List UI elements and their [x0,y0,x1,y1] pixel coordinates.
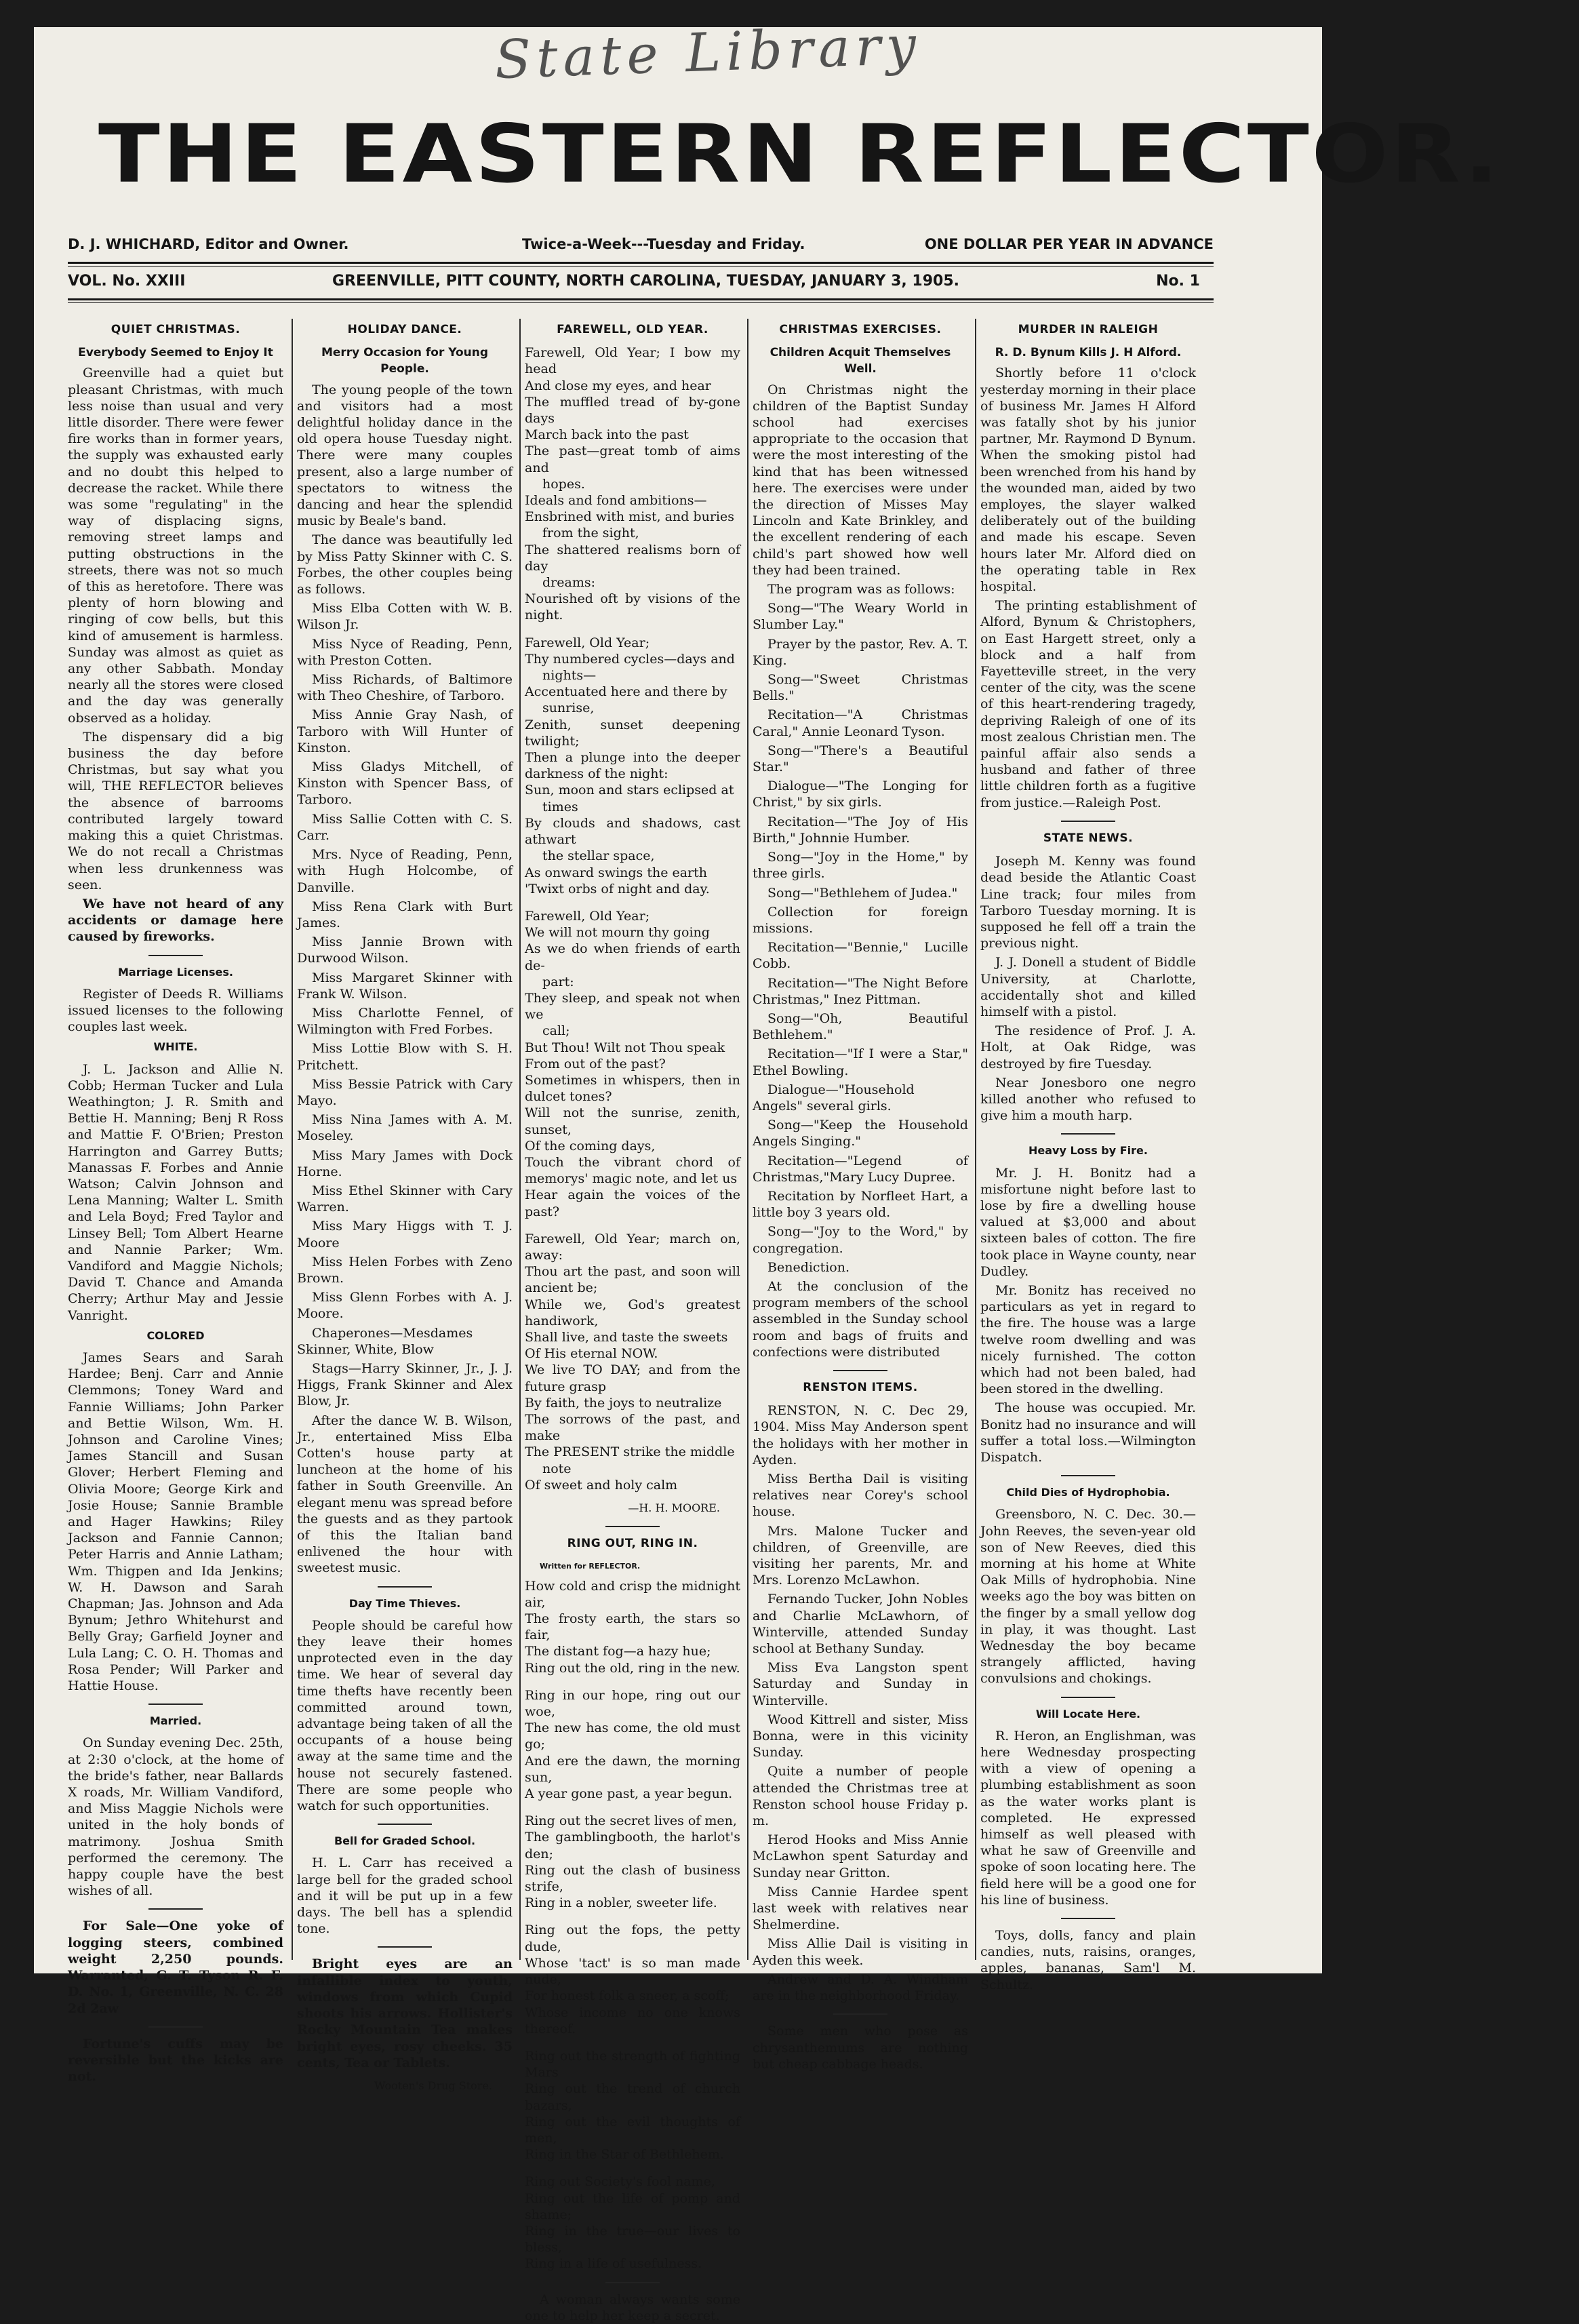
poem-line: Zenith, sunset deepening twilight; [525,717,740,749]
poem-line: Thou art the past, and soon will ancient be; [525,1264,740,1296]
separator-rule [1061,1475,1115,1476]
masthead-info-strip [68,236,1214,258]
separator-rule [605,1526,660,1527]
poem-line: Ring out the secret lives of men, [525,1813,737,1829]
filler-quip: Some men who pose as chrysanthemums are nothing but cheap cabbage heads. [753,2024,968,2072]
poem-line: By faith, the joys to neutralize [525,1395,722,1411]
separator-rule [1061,1133,1115,1135]
separator-rule [148,1908,203,1910]
headline-state-news: STATE NEWS. [1043,831,1134,845]
separator-rule [1061,821,1115,822]
couple-line: Miss Charlotte Fennel, of Wilmington with Fred Forbes. [297,1005,513,1038]
separator-rule [378,1946,432,1948]
handwritten-stamp: State Library [494,15,923,92]
poem-line: How cold and crisp the midnight air, [525,1578,740,1610]
news-item: Joseph M. Kenny was found dead beside the Atlantic Coast Line track; four miles from Tarboro Tuesday morning. It is supposed he fell off a train the previous night. [980,854,1196,951]
program-item: Song—"Oh, Beautiful Bethlehem." [753,1010,968,1043]
column-rule-1 [292,319,293,1960]
couple-line: Miss Elba Cotten with W. B. Wilson Jr. [297,601,513,633]
headline-hydrophobia: Child Dies of Hydrophobia. [1006,1486,1170,1499]
headline-quiet-christmas: QUIET CHRISTMAS. [111,323,241,336]
poem-line: Will not the sunrise, zenith, sunset, [525,1105,740,1137]
poem-line: Ring in a life of usefulness. [525,2256,702,2272]
couple-line: Miss Ethel Skinner with Cary Warren. [297,1183,513,1215]
headline-heavy-loss: Heavy Loss by Fire. [1028,1144,1148,1158]
poem-line: dreams: [542,575,595,591]
article-paragraph: Mr. Bonitz has received no particulars as yet in regard to the fire. The house was a large twelve room dwelling and was nicely furnished. The cotton which had not been baled, had been stored in the dwelling. [980,1282,1196,1397]
dateline-rule [68,298,1214,300]
subhead-merry-occasion: Merry Occasion for Young People. [321,346,489,376]
poem-line: The past—great tomb of aims and [525,444,740,475]
separator-rule [148,955,203,956]
poem-line: The shattered realisms born of day [525,542,740,574]
poem-line: 'Twixt orbs of night and day. [525,881,710,897]
program-item: Song—"Bethlehem of Judea." [767,885,958,901]
news-item: Miss Cannie Hardee spent last week with relatives near Shelmerdine. [753,1884,968,1933]
separator-rule [1061,1697,1115,1698]
poem-line: Shall live, and taste the sweets [525,1329,728,1345]
article-paragraph: Shortly before 11 o'clock yesterday morning in their place of business Mr. James H Alford was fatally shot by his junior partner, Mr. Raymond D Bynum. When the smoking pistol had been wrenched from his hand by the wounded man, aided by two employes, the slayer walked deliberately out of the building and made his escape. Seven hours later Mr. Alford died on the operating table in Rex hospital. [980,366,1196,595]
poem-line: We will not mourn thy going [525,925,710,941]
program-item: Dialogue—"Household Angels" several girls. [753,1082,915,1114]
program-item: Recitation by Norfleet Hart, a little boy 3 years old. [753,1188,968,1221]
poem-line: Then a plunge into the deeper darkness of the night: [525,750,740,782]
newspaper-title: THE EASTERN REFLECTOR. [98,107,1502,201]
poem-line: From out of the past? [525,1056,666,1071]
column-3 [525,320,740,2323]
poem-line: The new has come, the old must go; [525,1720,740,1752]
headline-day-time-thieves: Day Time Thieves. [348,1596,461,1610]
program-item: Song—"Joy to the Word," by congregation. [753,1224,968,1256]
couple-line: Mrs. Nyce of Reading, Penn, with Hugh Holcombe, of Danville. [297,847,513,895]
article-paragraph: H. L. Carr has received a large bell for the graded school and it will be put up in a few days. The bell has a splendid tone. [297,1855,513,1937]
program-item: Recitation—"Bennie," Lucille Cobb. [753,940,968,972]
separator-rule [833,2013,887,2015]
editor-line: D. J. WHICHARD, Editor and Owner. [68,236,349,252]
article-paragraph: The dispensary did a big business the day before Christmas, but say what you will, THE REFLECTOR believes the absence of barrooms contributed largely toward making this a quiet Christmas. We do not recall a Christmas when less drunkenness was seen. [68,729,283,892]
poem-line: Ring out the fops, the petty dude, [525,1923,740,1954]
couple-line: Miss Lottie Blow with S. H. Pritchett. [297,1041,513,1073]
poem-line: And close my eyes, and hear [525,378,711,393]
poem-line: Farewell, Old Year; [525,908,650,924]
poem-line: The distant fog—a hazy hue; [525,1644,711,1659]
article-paragraph: J. L. Jackson and Allie N. Cobb; Herman Tucker and Lula Weathington; J. R. Smith and Bettie H. Manning; Benj R Ross and Mattie F. O'Brien; Preston Harrington and Garrey Butts; Manassas F. Forbes and Annie Watson; Calvin Johnson and Lena Manning; Walter L. Smith and Lela Boyd; Fred Taylor and Linsey Bell; Tom Albert Hearne and Nannie Parker; Wm. Vandiford and Maggie Nichols; David T. Chance and Amanda Cherry; Arthur May and Jessie Vanright. [68,1061,283,1323]
program-item: Dialogue—"The Longing for Christ," by six girls. [753,779,968,810]
program-item: Recitation—"A Christmas Caral," Annie Leonard Tyson. [753,707,968,739]
article-paragraph: We have not heard of any accidents or damage here caused by fireworks. [68,896,283,945]
couple-line: Miss Rena Clark with Burt James. [297,899,513,930]
poem-line: March back into the past [525,427,689,443]
couple-line: Miss Sallie Cotten with C. S. Carr. [297,811,513,843]
headline-renston-items: RENSTON ITEMS. [803,1380,918,1394]
poem-line: Sometimes in whispers, then in dulcet tones? [525,1072,740,1105]
couple-line: Miss Nyce of Reading, Penn, with Preston Cotten. [297,636,513,668]
article-paragraph: After the dance W. B. Wilson, Jr., entertained Miss Elba Cotten's house party at luncheon at the home of his father in South Greenville. An elegant menu was spread before the guests and as they partook of this the Italian band enlivened the hour with sweetest music. [297,1413,513,1576]
poem-line: Ring out the old, ring in the new. [525,1660,740,1676]
poem-line: The gamblingbooth, the harlot's den; [525,1830,740,1862]
poem-line: As onward swings the earth [525,865,708,880]
headline-ring-out-ring-in: RING OUT, RING IN. [567,1537,698,1551]
poem-author: —H. H. MOORE. [628,1501,720,1515]
poem-line: Accentuated here and there by [525,684,727,700]
poem-line: But Thou! Wilt not Thou speak [525,1040,725,1055]
article-paragraph: Greensboro, N. C. Dec. 30.—John Reeves, the seven-year old son of New Reeves, died this morning at his home at White Oak Mills of hydrophobia. Nine weeks ago the boy was bitten on the finger by a small yellow dog in play, it was thought. Last Wednesday the boy became strangely afflicted, having convulsions and chokings. [980,1507,1196,1687]
poem-line: Thy numbered cycles—days and [525,651,735,667]
news-item: Quite a number of people attended the Christmas tree at Renston school house Friday p. m. [753,1764,968,1829]
poem-line: Of His eternal NOW. [525,1346,658,1362]
poem-line: Ring in the Star of Bethlehem. [525,2147,724,2163]
article-paragraph: On Christmas night the children of the Baptist Sunday school had exercises appropriate to the occasion that were the most interesting of the kind that has been witnessed here. The exercises were under the direction of Misses May Lincoln and Kate Brinkley, and the excellent rendering of each child's part showed how well they had been trained. [753,382,968,578]
filler-quip: A woman always wants some one to help her keep a secret. [525,2291,740,2323]
dateline-strip [68,273,1214,294]
couple-line: Miss Margaret Skinner with Frank W. Wilson. [297,970,513,1002]
poem-line: Ensbrined with mist, and buries [525,509,734,525]
program-item: Recitation—"Legend of Christmas,"Mary Lucy Dupree. [753,1153,968,1185]
poem-line: Sun, moon and stars eclipsed at [525,783,734,798]
couple-line: Miss Helen Forbes with Zeno Brown. [297,1254,513,1286]
separator-rule [1061,1918,1115,1919]
article-paragraph: The printing establishment of Alford, Bynum & Christophers, on East Hargett street, only a block and a half from Fayetteville street, in the very center of the city, was the scene of this heart-rendering tragedy, depriving Raleigh of one of its most zealous Christian men. The painful affair also sends a husband and father of three little children forth as a fugitive from justice.—Raleigh Post. [980,598,1196,810]
couple-line: Miss Gladys Mitchell, of Kinston with Spencer Bass, of Tarboro. [297,760,513,808]
article-paragraph: Greenville had a quiet but pleasant Christmas, with much less noise than usual and very little disorder. There were fewer fire works than in former years, the supply was exhausted early and no doubt this helped to decrease the racket. While there was some "regulating" in the way of displacing signs, removing street lamps and putting obstructions in the streets, there was not so much of this as heretofore. There was plenty of horn blowing and ringing of cow bells, but this kind of amusement is harmless. Sunday was almost as quiet as any other Sabbath. Monday nearly all the stores were closed and the day was generally observed as a holiday. [68,366,283,726]
poem-line: Ring in the true—our lives to bless, [525,2223,740,2256]
poem-line: part: [542,974,574,989]
volume-label: VOL. No. XXIII [68,273,186,290]
poem-line: sunrise, [542,701,595,716]
headline-holiday-dance: HOLIDAY DANCE. [347,323,462,336]
couple-line: Miss Nina James with A. M. Moseley. [297,1112,513,1144]
couple-line: Miss Jannie Brown with Durwood Wilson. [297,934,513,966]
poem-line: The PRESENT strike the middle [525,1444,735,1460]
program-item: Recitation—"If I were a Star," Ethel Bowling. [753,1046,968,1078]
poem-line: While we, God's greatest handiwork, [525,1297,740,1328]
poem-line: Ring out the clash of business strife, [525,1862,740,1895]
poem-line: Of the coming days, [525,1138,656,1154]
poem-line: Ring out the evil thoughts of men, [525,2114,740,2146]
headline-marriage-licenses: Marriage Licenses. [117,965,234,979]
poem-line: Whose income no one knows thereof. [525,2005,740,2036]
poem-line: Hear again the voices of the past? [525,1187,740,1219]
price-line: ONE DOLLAR PER YEAR IN ADVANCE [924,236,1214,252]
poem-line: And ere the dawn, the morning sun, [525,1753,740,1785]
poem-line: Nourished oft by visions of the night. [525,591,740,623]
separator-rule [378,1824,432,1825]
frequency-line: Twice-a-Week---Tuesday and Friday. [522,236,805,252]
poem-farewell [525,344,740,1493]
poem-line: As we do when friends of earth de- [525,941,740,973]
article-paragraph: On Sunday evening Dec. 25th, at 2:30 o'clock, at the home of the bride's father, near Ballards X roads, Mr. William Vandiford, and Miss Maggie Nichols were united in the holy bonds of matrimony. Joshua Smith performed the ceremony. The happy couple have the best wishes of all. [68,1735,283,1899]
poem-line: The frosty earth, the stars so fair, [525,1611,740,1643]
article-paragraph: People should be careful how they leave their homes unprotected even in the day time. We hear of several day time thefts have recently been committed around town, advantage being taken of all the occupants of a house being away at the same time and the house not securely fastened. There are some people who watch for such opportunities. [297,1617,513,1814]
couple-line: Chaperones—Mesdames Skinner, White, Blow [297,1325,473,1357]
headline-will-locate: Will Locate Here. [1035,1707,1141,1720]
couple-line: Miss Glenn Forbes with A. J. Moore. [297,1290,513,1322]
subhead-white: WHITE. [153,1040,198,1054]
advertisement: Bright eyes are an infallible index to youth, windows from which Cupid shoots his arrows. Hollister's Rocky Mountain Tea makes bright eyes, rosy cheeks. 35 cents, Tea or Tablets. [297,1956,513,2070]
poem-line: A year gone past, a year begun. [525,1786,733,1802]
poem-line: Farewell, Old Year; march on, away: [525,1231,740,1263]
poem-line: Of sweet and holy calm [525,1477,678,1493]
news-item: Miss Bertha Dail is visiting relatives near Corey's school house. [753,1472,968,1520]
separator-rule [833,1370,887,1371]
article-paragraph: Mr. J. H. Bonitz had a misfortune night before last to lose by fire a dwelling house valued at $3,000 and about sixteen bales of cotton. The fire took place in Wayne county, near Dudley. [980,1165,1196,1279]
dateline-rule-thin [68,302,1214,303]
program-item: Song—"Sweet Christmas Bells." [753,672,968,704]
news-item: J. J. Donell a student of Biddle University, at Charlotte, accidentally shot and killed himself with a pistol. [980,955,1196,1019]
masthead [61,105,1502,234]
advertisement: Toys, dolls, fancy and plain candies, nuts, raisins, oranges, apples, bananas, Sam'l M. Schultz. [980,1928,1196,1992]
column-2 [297,320,513,2092]
headline-christmas-exercises: CHRISTMAS EXERCISES. [779,323,942,336]
poem-line: For honest folk a sneer, a scoff; [525,1988,729,2004]
poem-line: Ring out the strength of fighting Mars [525,2048,740,2081]
poem-line: The sorrows of the past, and make [525,1412,740,1444]
poem-line: Ring out the trend of church bazars, [525,2081,740,2113]
poem-line: We live TO DAY; and from the future grasp [525,1362,740,1394]
article-paragraph: The house was occupied. Mr. Bonitz had no insurance and will suffer a total loss.—Wilmington Dispatch. [980,1400,1196,1465]
news-item: Miss Eva Langston spent Saturday and Sunday in Winterville. [753,1660,968,1708]
poem-line: Ring in a nobler, sweeter life. [525,1895,717,1911]
poem-line: hopes. [542,476,585,492]
subhead-children-acquit: Children Acquit Themselves Well. [769,346,951,376]
masthead-rule-thin [68,266,1214,267]
news-item: Andrew and D. A. Windham are in the neighborhood Friday. [753,1971,968,2004]
dateline: GREENVILLE, PITT COUNTY, NORTH CAROLINA, TUESDAY, JANUARY 3, 1905. [332,273,960,290]
separator-rule [378,1586,432,1588]
program-item: Collection for foreign missions. [753,904,968,936]
poem-line: Farewell, Old Year; I bow my head [525,345,740,377]
poem-line: nights— [542,668,597,684]
poem-line: Ring out the life of pomp and shame; [525,2190,740,2222]
program-item: Song—"There's a Beautiful Star." [753,743,968,775]
headline-bell: Bell for Graded School. [334,1834,476,1848]
program-item: Recitation—"The Night Before Christmas," Inez Pittman. [753,975,968,1007]
column-rule-2 [519,319,521,1960]
poem-line: They sleep, and speak not when we [525,990,740,1023]
poem-line: the stellar space, [542,848,655,864]
couple-line: Miss Mary Higgs with T. J. Moore [297,1219,513,1250]
article-paragraph: At the conclusion of the program members of the school assembled in the Sunday school room and bags of fruits and confections were distributed [753,1278,968,1360]
program-item: Song—"Joy in the Home," by three girls. [753,850,968,882]
program-item: Benediction. [767,1259,850,1275]
news-item: Wood Kittrell and sister, Miss Bonna, were in this vicinity Sunday. [753,1712,968,1760]
article-paragraph: James Sears and Sarah Hardee; Benj. Carr and Annie Clemmons; Toney Ward and Fannie Williams; John Parker and Bettie Wilson, Wm. H. Johnson and Caroline Vines; James Stancill and Susan Glover; Herbert Fleming and Olivia Moore; George Kirk and Josie House; Sannie Bramble and Hager Hawkins; Riley Jackson and Fannie Cannon; Peter Harris and Annie Latham; Wm. Thigpen and Ida Jenkins; W. H. Dawson and Sarah Chapman; Jas. Johnson and Ada Bynum; Jethro Whitehurst and Belly Gray; Garfield Joyner and Lula Lang; C. O. H. Thomas and Rosa Pender; Will Parker and Hattie House. [68,1350,283,1694]
couple-line: Stags—Harry Skinner, Jr., J. J. Higgs, Frank Skinner and Alex Blow, Jr. [297,1360,513,1409]
news-item: RENSTON, N. C. Dec 29, 1904. Miss May Anderson spent the holidays with her mother in Ayden. [753,1403,968,1468]
newspaper-page [34,15,1502,2323]
news-item: Herod Hooks and Miss Annie McLawhon spent Saturday and Sunday near Gritton. [753,1832,968,1880]
article-paragraph: R. Heron, an Englishman, was here Wednesday prospecting with a view of opening a plumbing establishment as soon as the water works plant is completed. He expressed himself as well pleased with what he saw of Greenville and spoke of soon locating here. The field here will be a good one for his line of business. [980,1728,1196,1908]
subhead-colored: COLORED [146,1328,205,1342]
article-paragraph: The young people of the town and visitors had a most delightful holiday dance in the old opera house Tuesday night. There were many couples present, also a large number of spectators to witness the dancing and hear the splendid music by Beale's band. [297,382,513,529]
news-item: Fernando Tucker, John Nobles and Charlie McLawhorn, of Winterville, attended Sunday school at Bethany Sunday. [753,1592,968,1657]
poem-line: Farewell, Old Year; [525,635,650,650]
column-rule-4 [975,319,976,1960]
program-item: Prayer by the pastor, Rev. A. T. King. [753,636,968,668]
subhead-enjoy: Everybody Seemed to Enjoy It [78,346,273,360]
program-item: Song—"The Weary World in Slumber Lay." [753,601,968,633]
couple-line: Miss Mary James with Dock Horne. [297,1147,513,1179]
poem-line: Touch the vibrant chord of memorys' magic note, and let us [525,1154,740,1187]
subhead-bynum-kills-alford: R. D. Bynum Kills J. H Alford. [995,346,1182,360]
separator-rule [148,1703,203,1705]
poem-line: By clouds and shadows, cast athwart [525,815,740,848]
poem-line: from the sight, [542,526,639,541]
filler-quip: Fortune's cuffs may be reversible but the kicks are not. [68,2036,283,2085]
couple-line: Miss Richards, of Baltimore with Theo Cheshire, of Tarboro. [297,672,513,704]
poem-line: times [542,799,578,814]
headline-farewell-old-year: FAREWELL, OLD YEAR. [557,323,708,336]
separator-rule [605,2282,660,2283]
couple-line: Miss Annie Gray Nash, of Tarboro with Will Hunter of Kinston. [297,707,513,755]
written-for-note: Written for REFLECTOR. [540,1562,641,1571]
masthead-rule-top [68,262,1214,264]
issue-number: No. 1 [1156,273,1200,290]
poem-line: Whose 'tact' is so man made nude, [525,1955,740,1988]
poem-line: note [542,1461,572,1476]
article-paragraph: The program was as follows: [767,582,955,597]
column-4 [753,320,968,2072]
program-item: Recitation—"The Joy of His Birth," Johnnie Humber. [753,814,968,846]
program-item: Song—"Keep the Household Angels Singing." [753,1118,968,1149]
poem-line: The muffled tread of by-gone days [525,394,740,427]
poem-ring-out [525,1578,740,2272]
headline-married: Married. [149,1714,202,1728]
column-1 [68,320,283,2085]
news-item: Miss Allie Dail is visiting in Ayden this week. [753,1936,968,1968]
column-5 [980,320,1196,1992]
advertiser-signature: Wooten's Drug Store. [374,2079,492,2092]
headline-murder-in-raleigh: MURDER IN RALEIGH [1018,323,1159,336]
column-rule-3 [747,319,748,1960]
article-paragraph: The dance was beautifully led by Miss Patty Skinner with C. S. Forbes, the other couples being as follows. [297,532,513,597]
poem-line: Ideals and fond ambitions— [525,493,707,509]
news-item: The residence of Prof. J. A. Holt, at Oak Ridge, was destroyed by fire Tuesday. [980,1023,1196,1071]
poem-line: Ring out Society's fool name, [525,2174,715,2190]
couple-line: Miss Bessie Patrick with Cary Mayo. [297,1076,513,1108]
poem-line: Ring in our hope, ring out our woe, [525,1687,740,1720]
poem-line: call; [542,1023,570,1039]
separator-rule [148,2026,203,2028]
news-item: Mrs. Malone Tucker and children, of Greenville, are visiting her parents, Mr. and Mrs. Lorenzo McLawhon. [753,1523,968,1588]
classified-ad: For Sale—One yoke of logging steers, combined weight 2,250 pounds. Warranted, G. T. Tyson R. F. D. No. 1, Greenville, N. C. 28 2d 2aw [68,1918,283,2016]
news-item: Near Jonesboro one negro killed another who refused to give him a mouth harp. [980,1075,1196,1124]
article-paragraph: Register of Deeds R. Williams issued licenses to the following couples last week. [68,986,283,1035]
